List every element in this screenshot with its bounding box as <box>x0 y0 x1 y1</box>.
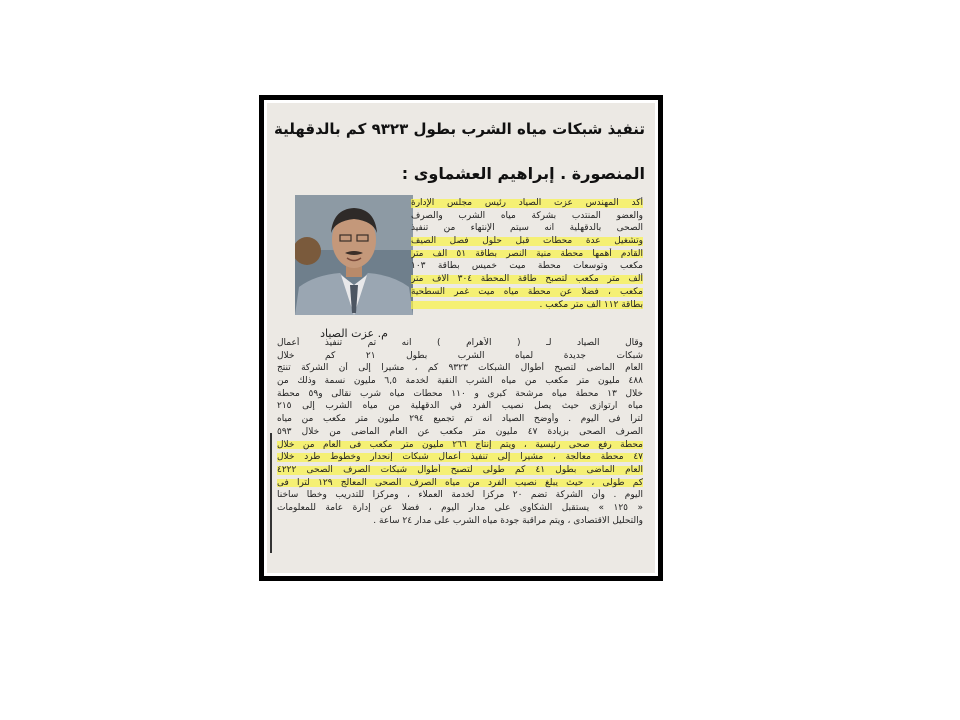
text-line: وتشغيل عدة محطات قبل حلول فصل الصيف <box>411 236 643 247</box>
text-line: بطاقة ١١٢ الف متر مكعب . <box>411 299 643 312</box>
text-line: كم طولى ، حيث يبلغ نصيب الفرد من مياه الصرف الصحى المعالج ١٢٩ لترا فى <box>277 477 643 488</box>
article-paragraph-1 <box>411 197 643 311</box>
text-line: ٤٨٨ مليون متر مكعب من مياه الشرب النقية لخدمة ٦,٥ مليون نسمة وذلك من <box>277 376 643 387</box>
text-line: شبكات جديدة لمياه الشرب بطول ٢١ كم خلال <box>277 350 643 361</box>
text-line: ٤٧ محطة معالجة ، مشيرا إلى تنفيذ أعمال شبكات إنحدار وخطوط طرد خلال <box>277 452 643 463</box>
article-byline: المنصورة . إبراهيم العشماوى : <box>401 164 645 183</box>
text-line: وقال الصياد لـ ( الأهرام ) انه تم تنفيذ أعمال <box>277 338 643 348</box>
text-line: لترا فى اليوم . وأوضح الصياد انه تم تجميع ٢٩٤ مليون متر مكعب من مياه <box>277 414 643 425</box>
text-line: القادم أهمها محطة منية النصر بطاقة ٥١ الف متر <box>411 248 643 259</box>
article-headline: تنفيذ شبكات مياه الشرب بطول ٩٣٢٣ كم بالدقهلية <box>274 120 645 138</box>
newspaper-clipping <box>267 103 655 573</box>
text-line: أكد المهندس عزت الصياد رئيس مجلس الإدارة <box>411 198 643 208</box>
text-line: والتحليل الاقتصادى ، ويتم مراقبة جودة مياه الشرب على مدار ٢٤ ساعة . <box>373 515 643 526</box>
column-rule <box>270 433 272 553</box>
photo-caption: م. عزت الصياد <box>320 327 388 340</box>
text-line: العام الماضى بطول ٤١ كم طولى لتصبح أطوال شبكات الصرف الصحى ٤٢٢٢ <box>277 464 643 475</box>
text-line: محطة رفع صحى رئيسية ، ويتم إنتاج ٢٦٦ مليون متر مكعب فى العام من خلال <box>277 439 643 450</box>
portrait-photo <box>295 195 413 315</box>
clipping-frame <box>259 95 663 581</box>
portrait-image <box>295 195 413 315</box>
text-line: اليوم . وأن الشركة تضم ٢٠ مركزا لخدمة العملاء ، ومركزا للتدريب وخطا ساخنا <box>277 490 643 501</box>
text-line: مكعب ، فضلا عن محطة مياه ميت غمر السطحية <box>411 286 643 297</box>
text-line: الصرف الصحى بزيادة ٤٧ مليون متر مكعب عن العام الماضى من خلال ٥٩٣ <box>277 426 643 437</box>
text-line: ألف متر مكعب لتصبح طاقة المحطة ٣٠٤ الاف متر <box>411 274 643 285</box>
article-paragraph-2 <box>277 337 643 527</box>
text-line: خلال ١٣ محطة مياه مرشحة كبرى و ١١٠ محطات مياه شرب نقالى و٥٩ محطة <box>277 388 643 399</box>
text-line: مكعب وتوسعات محطة ميت خميس بطاقة ١٠٣ <box>411 261 643 272</box>
text-line: « ١٢٥ » يستقبل الشكاوى على مدار اليوم ، فضلا عن إدارة عامة للمعلومات <box>277 502 643 513</box>
text-line: الصحى بالدقهلية انه سيتم الإنتهاء من تنفيذ <box>411 223 643 234</box>
text-line: العام الماضى لتصبح أطوال الشبكات ٩٣٢٣ كم ، مشيرا إلى أن الشركة تنتج <box>277 363 643 374</box>
clipping-border <box>264 100 658 576</box>
text-line: والعضو المنتدب بشركة مياه الشرب والصرف <box>411 210 643 221</box>
text-line: مياه ارتوازى حيث يصل نصيب الفرد في الدقهلية من مياه الشرب إلى ٢١٥ <box>277 401 643 412</box>
